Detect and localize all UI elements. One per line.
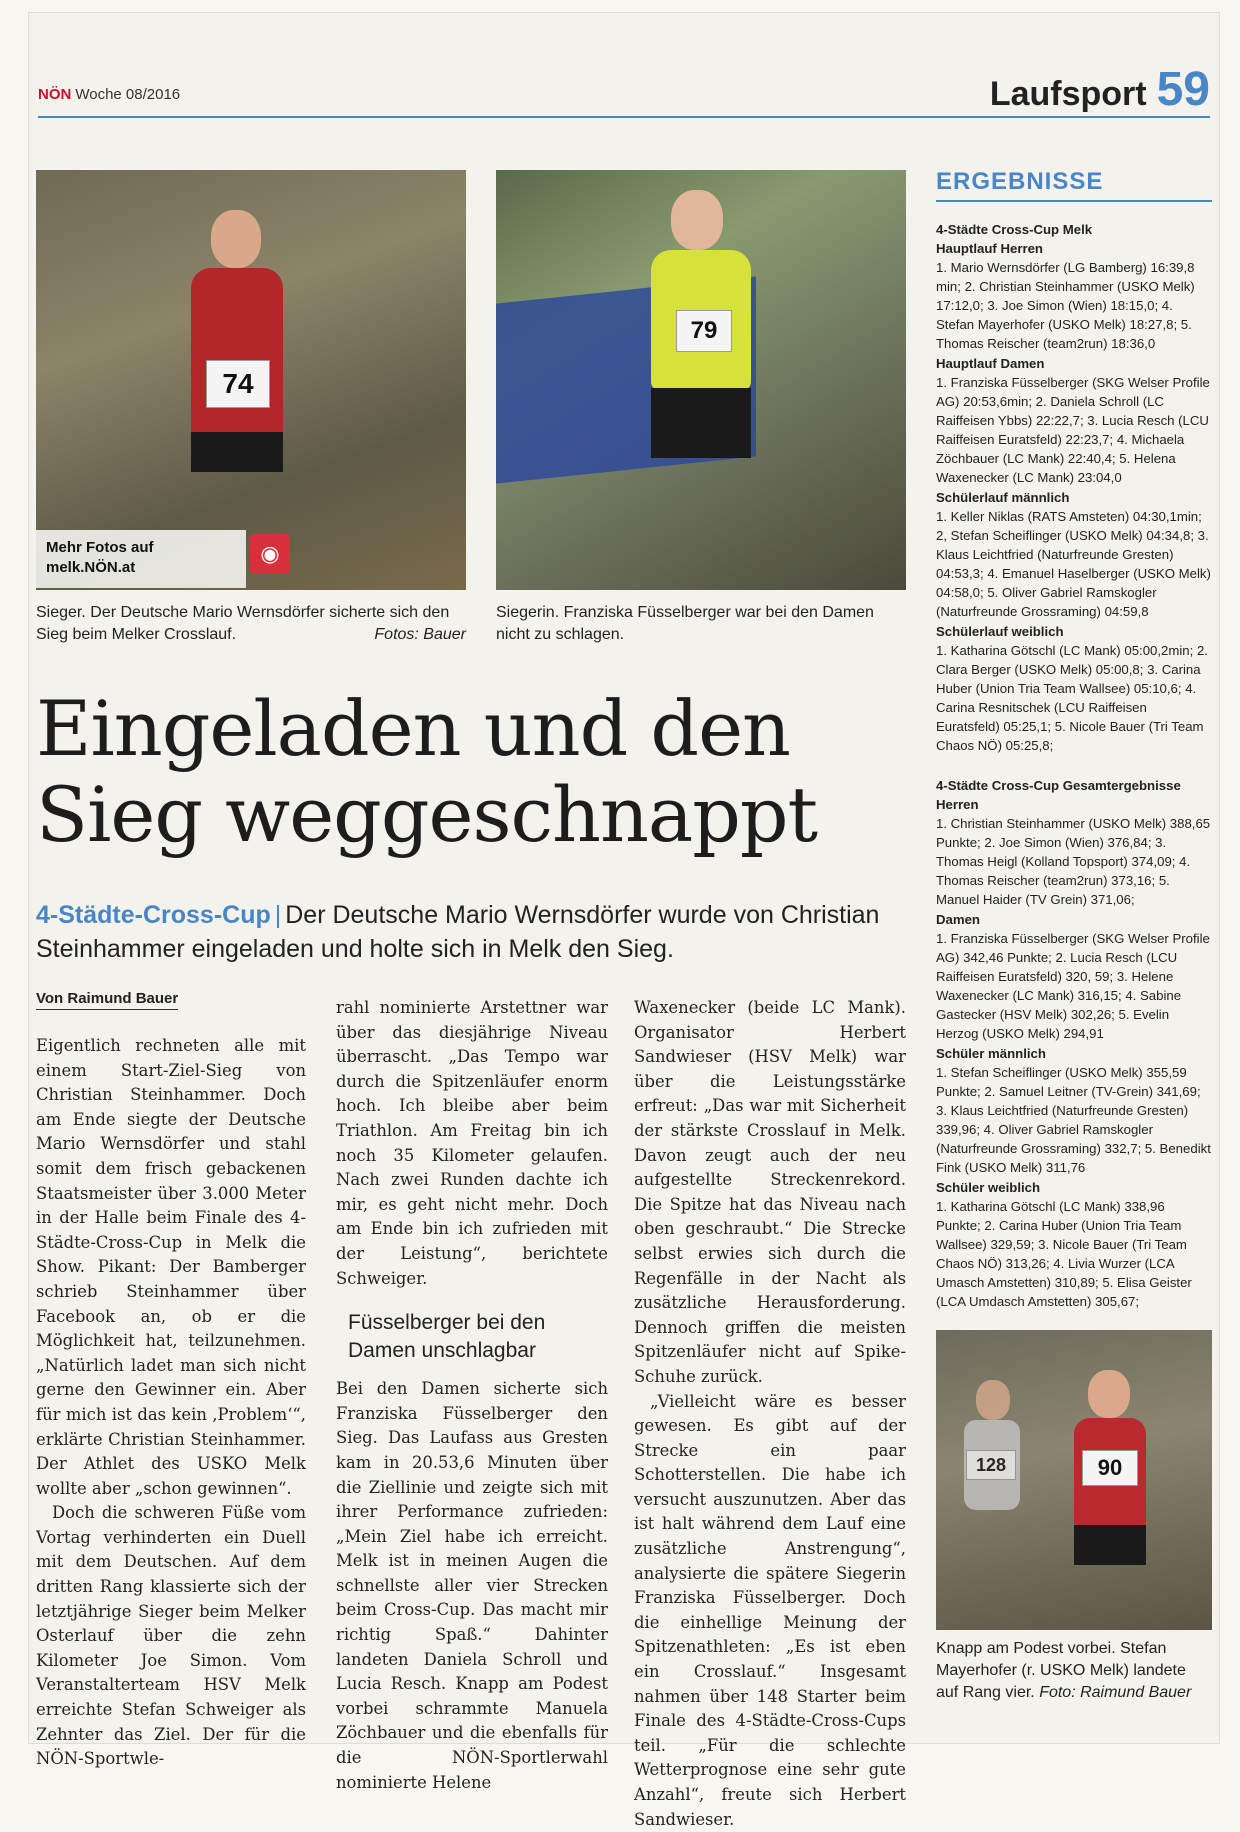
- category-results: 1. Stefan Scheiflinger (USKO Melk) 355,59 Punkte; 2. Samuel Leitner (TV-Grein) 341,69; 3. Klaus Leichtfried (Naturfreunde Gresten) 339,96; 4. Oliver Gabriel Ramskogler (Naturfreunde Grossraming) 332,7; 5. Benedikt Fink (USKO Melk) 311,76: [936, 1063, 1212, 1177]
- runner-figure: [956, 1380, 1026, 1580]
- category-heading: Schüler männlich: [936, 1044, 1212, 1063]
- category-heading: Hauptlauf Damen: [936, 354, 1212, 373]
- paragraph: „Vielleicht wäre es besser gewesen. Es gibt auf der Strecke ein paar Schotterstellen. Die habe ich versucht auszunutzen. Aber das ist halt während dem Lauf eine zusätzliche Anstrengung“, analysierte die spätere Siegerin Franziska Füsselberger. Doch die einhellige Meinung der Spitzenathleten: „Es ist eben ein Crosslauf.“ Insgesamt nahmen über 148 Starter beim Finale des 4-Städte-Cross-Cups teil. „Für die schlechte Wetterprognose eine sehr gute Anzahl“, freute sich Herbert Sandwieser.: [634, 1390, 906, 1832]
- paragraph: rahl nominierte Arstettner war über das diesjährige Niveau überrascht. „Das Tempo war durch die Spitzenläufer enorm hoch. Ich bleibe aber beim Triathlon. Am Freitag bin ich noch 35 Kilometer gelaufen. Nach zwei Runden dachte ich mir, es geht nicht mehr. Doch am Ende bin ich zufrieden mit der Leistung“, berichtete Schweiger.: [336, 996, 608, 1291]
- results-sidebar: [936, 168, 1212, 1312]
- photo-fourth-place: [936, 1330, 1212, 1630]
- bib-number: 90: [1082, 1450, 1138, 1486]
- kicker: 4-Städte-Cross-Cup: [36, 901, 271, 929]
- overall-title: 4-Städte Cross-Cup Gesamtergebnisse: [936, 776, 1212, 795]
- category-results: 1. Katharina Götschl (LC Mank) 338,96 Punkte; 2. Carina Huber (Union Tria Team Wallsee) 329,59; 3. Nicole Bauer (Tri Team Chaos NÖ) 313,26; 4. Livia Wurzer (LCA Umasch Amstetten) 310,89; 5. Elisa Geister (LCA Umdasch Amstetten) 305,67;: [936, 1197, 1212, 1311]
- paragraph: Waxenecker (beide LC Mank). Organisator Herbert Sandwieser (HSV Melk) war über die Leistungsstärke erfreut: „Das war mit Sicherheit der stärkste Crosslauf in Melk. Davon zeugt auch der neu aufgestellte Streckenrekord. Die Spitze hat das Niveau nach oben geschraubt.“ Die Strecke selbst erwies sich durch die Regenfälle in der Nacht als zusätzliche Herausforderung. Dennoch griffen die meisten Spitzenläufer nicht auf Spike-Schuhe zurück.: [634, 996, 906, 1390]
- category-heading: Damen: [936, 910, 1212, 929]
- headline: Eingeladen und den Sieg weggeschnappt: [36, 686, 906, 858]
- photo-credit: Foto: Raimund Bauer: [1039, 1684, 1191, 1701]
- camera-icon[interactable]: ◉: [250, 534, 290, 574]
- paragraph: Eigentlich rechneten alle mit einem Start-Ziel-Sieg von Christian Steinhammer. Doch am Ende siegte der Deutsche Mario Wernsdörfer und stahl somit dem frisch gebackenen Staatsmeister über 3.000 Meter in der Halle beim Finale des 4-Städte-Cross-Cup in Melk die Show. Pikant: Der Bamberger schrieb Steinhammer über Facebook an, ob er die Möglichkeit hat, teilzunehmen. „Natürlich ladet man sich nicht gerne den Gewinner ein. Aber für mich ist das kein ‚Problem‘“, erklärte Christian Steinhammer. Der Athlet des USKO Melk wollte aber „schon gewinnen“.: [36, 1034, 306, 1501]
- article-column-3: [634, 996, 906, 1832]
- photo3-caption: Knapp am Podest vorbei. Stefan Mayerhofer (r. USKO Melk) landete auf Rang vier. Foto: Raimund Bauer: [936, 1638, 1212, 1704]
- bib-number: 74: [206, 360, 270, 408]
- category-results: 1. Franziska Füsselberger (SKG Welser Profile AG) 342,46 Punkte; 2. Lucia Resch (LCU Raiffeisen Euratsfeld) 320, 59; 3. Helene Waxenecker (LC Mank) 316,15; 4. Sabine Gastecker (HSV Melk) 302,26; 5. Evelin Herzog (USKO Melk) 294,91: [936, 929, 1212, 1043]
- category-results: 1. Katharina Götschl (LC Mank) 05:00,2min; 2. Clara Berger (USKO Melk) 05:00,8; 3. Carina Huber (Union Tria Team Wallsee) 05:10,6; 4. Carina Resnitschek (LCU Raiffeisen Euratsfeld) 05:25,1; 5. Nicole Bauer (Tri Team Chaos NÖ) 05:25,8;: [936, 641, 1212, 755]
- photo2-caption: Siegerin. Franziska Füsselberger war bei den Damen nicht zu schlagen.: [496, 602, 906, 646]
- category-heading: Schüler weiblich: [936, 1178, 1212, 1197]
- page-number: 59: [1157, 62, 1210, 117]
- photo1-caption: Sieger. Der Deutsche Mario Wernsdörfer sicherte sich den Sieg beim Melker Crosslauf. Fotos: Bauer: [36, 602, 466, 646]
- issue-header: [38, 86, 180, 103]
- intertitle: Füsselberger bei den Damen unschlagbar: [348, 1309, 608, 1365]
- photo-winner-women: [496, 170, 906, 590]
- section-title: Laufsport: [990, 75, 1147, 114]
- photo-winner-men: [36, 170, 466, 590]
- article-column-1: [36, 1034, 306, 1772]
- category-heading: Schülerlauf weiblich: [936, 622, 1212, 641]
- runner-figure: [1056, 1370, 1166, 1620]
- race-title: 4-Städte Cross-Cup Melk: [936, 220, 1212, 239]
- category-heading: Herren: [936, 795, 1212, 814]
- paragraph: Doch die schweren Füße vom Vortag verhinderten ein Duell mit dem Deutschen. Auf dem dritten Rang klassierte sich der letztjährige Sieger beim Melker Osterlauf über die zehn Kilometer Joe Simon. Vom Veranstalterteam HSV Melk erreichte Stefan Schweiger als Zehnter das Ziel. Der für die NÖN-Sportwle-: [36, 1501, 306, 1772]
- category-heading: Hauptlauf Herren: [936, 239, 1212, 258]
- subheadline: 4-Städte-Cross-Cup | Der Deutsche Mario Wernsdörfer wurde von Christian Steinhammer eingeladen und holte sich in Melk den Sieg.: [36, 898, 906, 966]
- bib-number: 79: [676, 310, 732, 352]
- article-column-2: [336, 996, 608, 1795]
- runner-figure: [616, 190, 786, 590]
- header-rule: [38, 116, 1210, 118]
- category-heading: Schülerlauf männlich: [936, 488, 1212, 507]
- results-block: [936, 220, 1212, 1311]
- category-results: 1. Mario Wernsdörfer (LG Bamberg) 16:39,8 min; 2. Christian Steinhammer (USKO Melk) 17:12,0; 3. Joe Simon (Wien) 18:15,0; 4. Stefan Mayerhofer (USKO Melk) 18:27,8; 5. Thomas Reischer (team2run) 18:36,0: [936, 258, 1212, 353]
- photo-credit: Fotos: Bauer: [374, 624, 466, 646]
- category-results: 1. Keller Niklas (RATS Amsteten) 04:30,1min; 2, Stefan Scheiflinger (USKO Melk) 04:34,8; 3. Klaus Leichtfried (Naturfreunde Gresten) 04:53,3; 4. Emanuel Haselberger (USKO Melk) 04:58,0; 5. Oliver Gabriel Ramskogler (Naturfreunde Grossraming) 04:59,8: [936, 507, 1212, 621]
- category-results: 1. Christian Steinhammer (USKO Melk) 388,65 Punkte; 2. Joe Simon (Wien) 376,84; 3. Thomas Heigl (Kolland Topsport) 374,09; 4. Thomas Reischer (team2run) 373,16; 5. Manuel Haider (TV Grein) 371,06;: [936, 814, 1212, 909]
- runner-figure: [166, 210, 306, 570]
- category-results: 1. Franziska Füsselberger (SKG Welser Profile AG) 20:53,6min; 2. Daniela Schroll (LC Raiffeisen Ybbs) 22:22,7; 3. Lucia Resch (LCU Raiffeisen Euratsfeld) 22:23,7; 4. Michaela Zöchbauer (LC Mank) 22:40,4; 5. Helena Waxenecker (LC Mank) 23:04,0: [936, 373, 1212, 487]
- more-photos-box[interactable]: Mehr Fotos auf melk.NÖN.at: [36, 530, 246, 588]
- byline: Von Raimund Bauer: [36, 990, 178, 1010]
- brand-logo: NÖN: [38, 86, 71, 103]
- results-title: ERGEBNISSE: [936, 168, 1212, 202]
- bib-number: 128: [966, 1450, 1016, 1480]
- issue-label: Woche 08/2016: [75, 86, 180, 103]
- paragraph: Bei den Damen sicherte sich Franziska Füsselberger den Sieg. Das Laufass aus Gresten kam in 20.53,6 Minuten über die Ziellinie und zeigte sich mit ihrer Performance zufrieden: „Mein Ziel habe ich erreicht. Melk ist in meinen Augen die schnellste aller vier Strecken beim Cross-Cup. Das macht mir richtig Spaß.“ Dahinter landeten Daniela Schroll und Lucia Resch. Knapp am Podest vorbei schrammte Manuela Zöchbauer und die ebenfalls für die NÖN-Sportlerwahl nominierte Helene: [336, 1377, 608, 1795]
- section-header: [990, 62, 1210, 117]
- kicker-separator: |: [271, 901, 286, 929]
